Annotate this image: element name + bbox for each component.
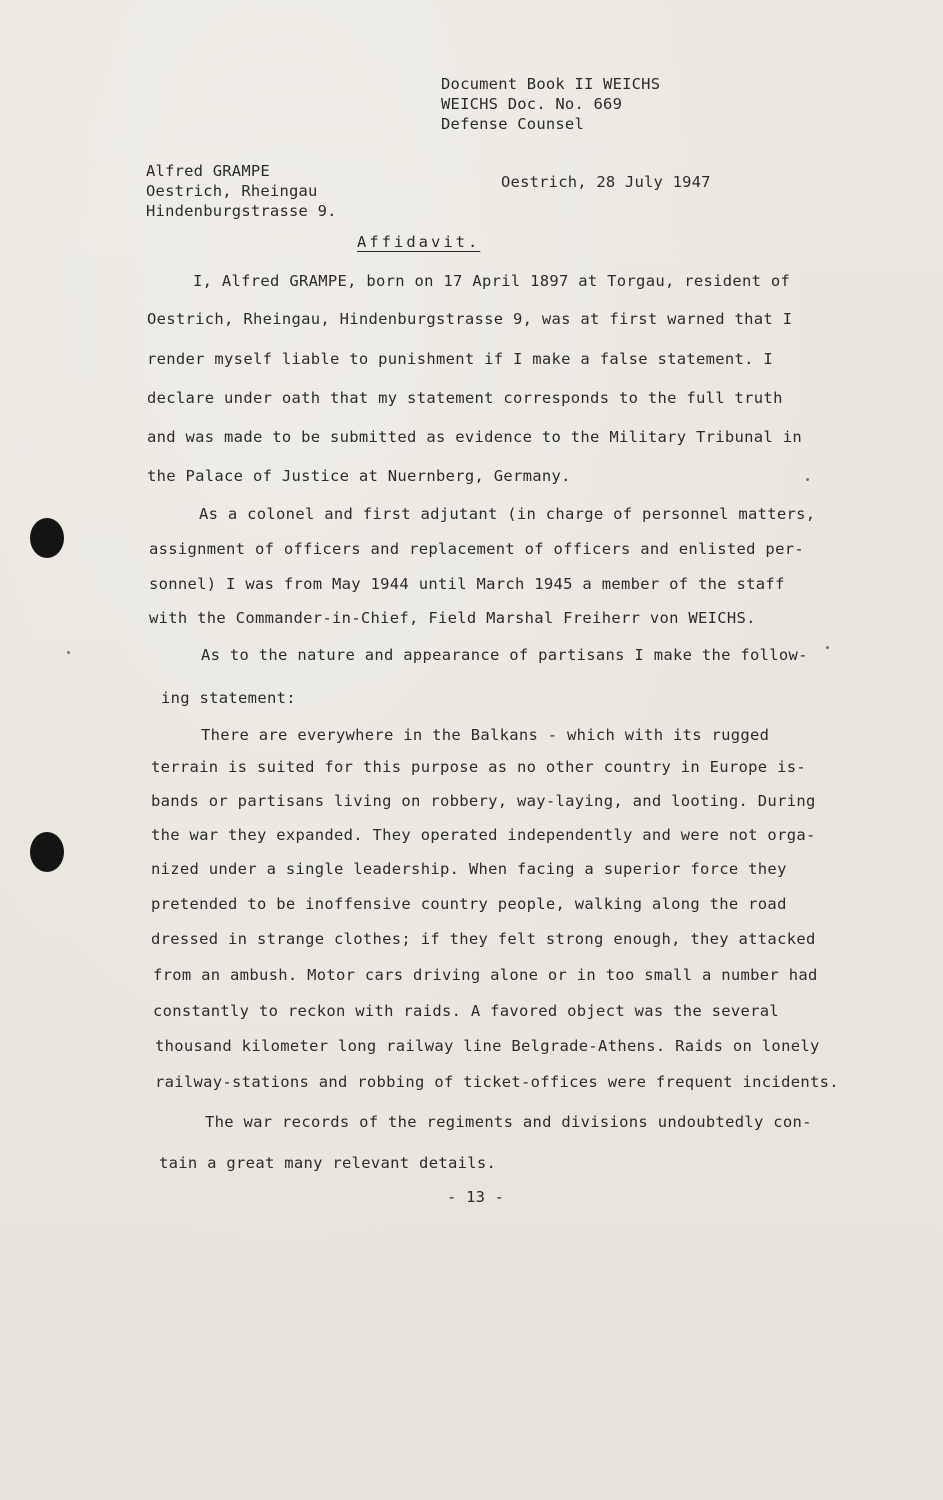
text-line: sonnel) I was from May 1944 until March 1945 a member of the staff	[149, 575, 785, 593]
text-line: thousand kilometer long railway line Belgrade-Athens. Raids on lonely	[155, 1037, 820, 1055]
text-line: assignment of officers and replacement of officers and enlisted per-	[149, 540, 804, 558]
text-line: the Palace of Justice at Nuernberg, Germany.	[147, 467, 571, 485]
text-line: The war records of the regiments and divisions undoubtedly con-	[205, 1113, 812, 1131]
doc-ref-line: WEICHS Doc. No. 669	[441, 95, 623, 113]
text-line: the war they expanded. They operated independently and were not orga-	[151, 826, 816, 844]
sender-line: Hindenburgstrasse 9.	[146, 202, 337, 220]
place-date: Oestrich, 28 July 1947	[501, 173, 711, 191]
punch-hole-bottom	[30, 832, 64, 872]
speck	[826, 646, 829, 649]
document-reference	[441, 74, 660, 134]
speck	[67, 651, 70, 654]
text-line: dressed in strange clothes; if they felt strong enough, they attacked	[151, 930, 816, 948]
text-line: As a colonel and first adjutant (in charge of personnel matters,	[199, 505, 816, 523]
text-line: nized under a single leadership. When facing a superior force they	[151, 860, 787, 878]
doc-ref-line: Document Book II WEICHS	[441, 75, 661, 93]
text-line: render myself liable to punishment if I make a false statement. I	[147, 350, 774, 368]
page-number: - 13 -	[447, 1188, 505, 1206]
text-line: I, Alfred GRAMPE, born on 17 April 1897 at Torgau, resident of	[193, 272, 791, 290]
text-line: There are everywhere in the Balkans - which with its rugged	[201, 726, 770, 744]
text-line: pretended to be inoffensive country people, walking along the road	[151, 895, 787, 913]
text-line: with the Commander-in-Chief, Field Marshal Freiherr von WEICHS.	[149, 609, 756, 627]
sender-line: Alfred GRAMPE	[146, 162, 270, 180]
sender-address	[146, 161, 337, 221]
text-line: Oestrich, Rheingau, Hindenburgstrasse 9, was at first warned that I	[147, 310, 793, 328]
text-line: As to the nature and appearance of partisans I make the follow-	[201, 646, 808, 664]
text-line: and was made to be submitted as evidence to the Military Tribunal in	[147, 428, 802, 446]
sender-line: Oestrich, Rheingau	[146, 182, 318, 200]
text-line: terrain is suited for this purpose as no other country in Europe is-	[151, 758, 806, 776]
text-line: declare under oath that my statement corresponds to the full truth	[147, 389, 783, 407]
doc-ref-line: Defense Counsel	[441, 115, 584, 133]
text-line: constantly to reckon with raids. A favored object was the several	[153, 1002, 780, 1020]
text-line: ing statement:	[161, 689, 296, 707]
text-line: from an ambush. Motor cars driving alone or in too small a number had	[153, 966, 818, 984]
text-line: bands or partisans living on robbery, way-laying, and looting. During	[151, 792, 816, 810]
document-title: Affidavit.	[357, 233, 481, 251]
speck	[806, 478, 809, 481]
punch-hole-top	[30, 518, 64, 558]
text-line: tain a great many relevant details.	[159, 1154, 497, 1172]
text-line: railway-stations and robbing of ticket-offices were frequent incidents.	[155, 1073, 839, 1091]
